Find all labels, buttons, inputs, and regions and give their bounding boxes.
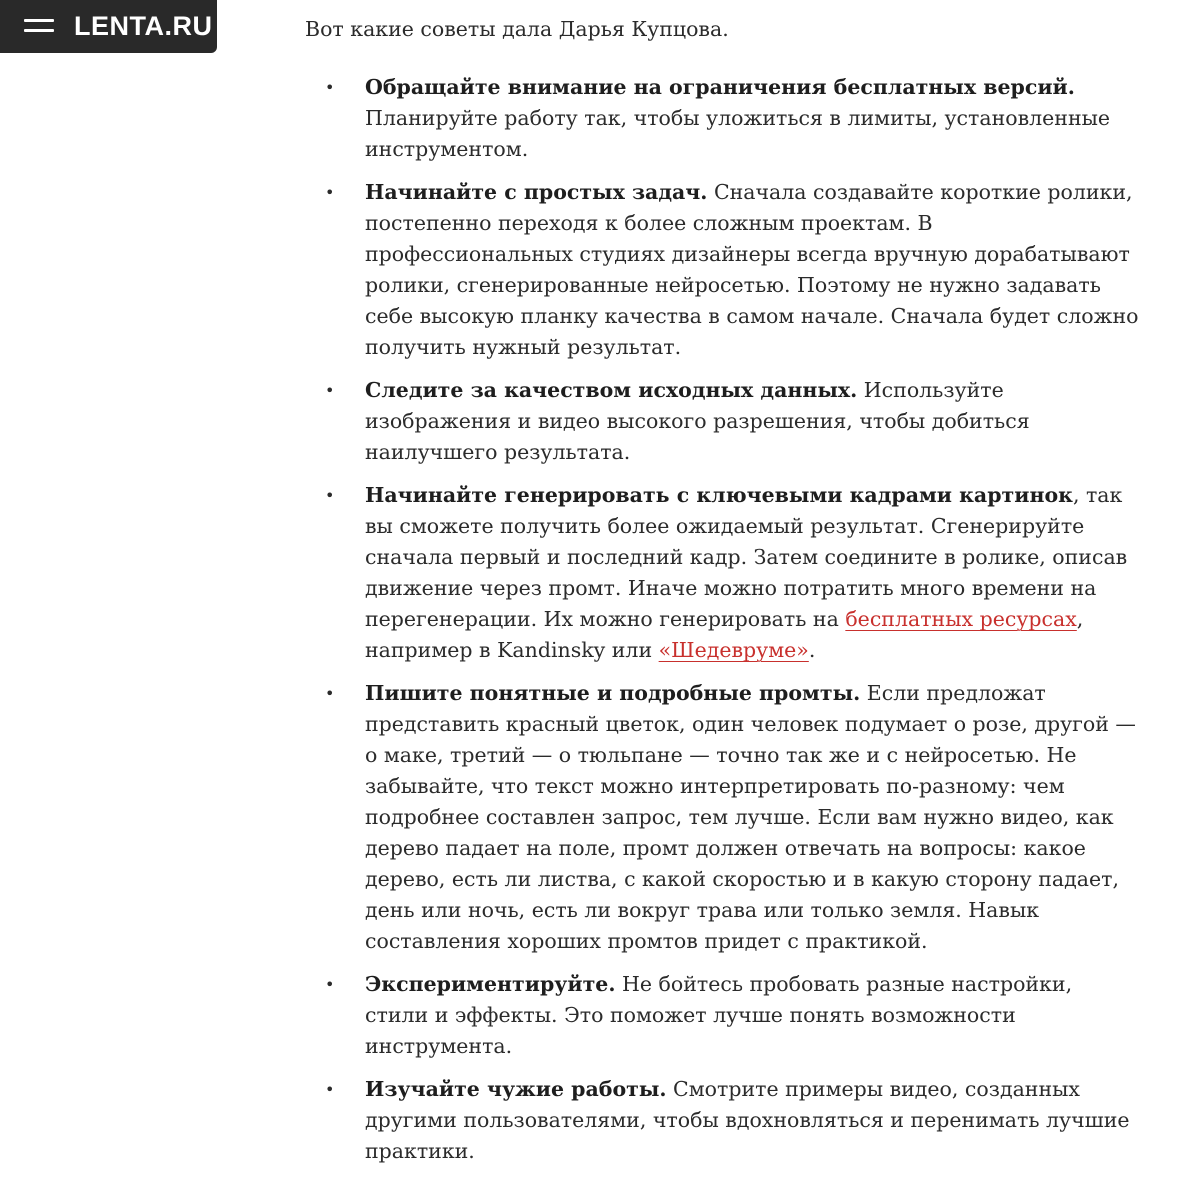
tip-item: [305, 969, 1140, 1062]
tip-heading: Экспериментируйте.: [365, 972, 616, 996]
tip-item: [305, 177, 1140, 363]
inline-link[interactable]: бесплатных ресурсах: [845, 607, 1077, 631]
tip-text: Не бойтесь пробовать разные настройки, стили и эффекты. Это поможет лучше понять возможности инструмента.: [365, 972, 1073, 1058]
tip-text: , так вы сможете получить более ожидаемый результат. Сгенерируйте сначала первый и последний кадр. Затем соедините в ролике, описав движение через промт. Иначе можно потратить много времени на перегенерации. Их можно генерировать на: [365, 483, 1128, 631]
article-body: [305, 14, 1140, 1179]
tip-item: [305, 72, 1140, 165]
bullet-icon: •: [325, 684, 335, 703]
tip-item: [305, 1074, 1140, 1167]
site-logo[interactable]: LENTA.RU: [74, 11, 213, 41]
bullet-icon: •: [325, 183, 335, 202]
intro-paragraph: Вот какие советы дала Дарья Купцова.: [305, 17, 729, 41]
tip-text: Используйте изображения и видео высокого разрешения, чтобы добиться наилучшего результата.: [365, 378, 1030, 464]
tip-text: Смотрите примеры видео, созданных другими пользователями, чтобы вдохновляться и перенимать лучшие практики.: [365, 1077, 1130, 1163]
tip-item: [305, 678, 1140, 957]
tip-text: Сначала создавайте короткие ролики, постепенно переходя к более сложным проектам. В профессиональных студиях дизайнеры всегда вручную дорабатывают ролики, сгенерированные нейросетью. Поэтому не нужно задавать себе высокую планку качества в самом начале. Сначала будет сложно получить нужный результат.: [365, 180, 1139, 359]
bullet-icon: •: [325, 381, 335, 400]
tip-heading: Пишите понятные и подробные промты.: [365, 681, 861, 705]
inline-link[interactable]: «Шедевруме»: [658, 638, 809, 662]
tip-item: [305, 480, 1140, 666]
bullet-icon: •: [325, 1080, 335, 1099]
tip-heading: Начинайте с простых задач.: [365, 180, 708, 204]
hamburger-menu-icon[interactable]: [24, 17, 54, 35]
tip-heading: Начинайте генерировать с ключевыми кадрами картинок: [365, 483, 1073, 507]
tip-text: Если предложат представить красный цветок, один человек подумает о розе, другой — о маке, третий — о тюльпане — точно так же и с нейросетью. Не забывайте, что текст можно интерпретировать по-разному: чем подробнее составлен запрос, тем лучше. Если вам нужно видео, как дерево падает на поле, промт должен отвечать на вопросы: какое дерево, есть ли листва, с какой скоростью и в какую сторону падает, день или ночь, есть ли вокруг трава или только земля. Навык составления хороших промтов придет с практикой.: [365, 681, 1136, 953]
tip-item: [305, 375, 1140, 468]
tip-text: .: [808, 638, 816, 662]
tip-heading: Обращайте внимание на ограничения бесплатных версий.: [365, 75, 1075, 99]
bullet-icon: •: [325, 486, 335, 505]
tip-heading: Изучайте чужие работы.: [365, 1077, 667, 1101]
tip-text: Планируйте работу так, чтобы уложиться в лимиты, установленные инструментом.: [365, 106, 1111, 161]
site-header: [0, 0, 217, 53]
bullet-icon: •: [325, 975, 335, 994]
bullet-icon: •: [325, 78, 335, 97]
tip-text: , например в Kandinsky или: [365, 607, 1084, 662]
tip-heading: Следите за качеством исходных данных.: [365, 378, 858, 402]
tips-list: [305, 72, 1140, 1167]
